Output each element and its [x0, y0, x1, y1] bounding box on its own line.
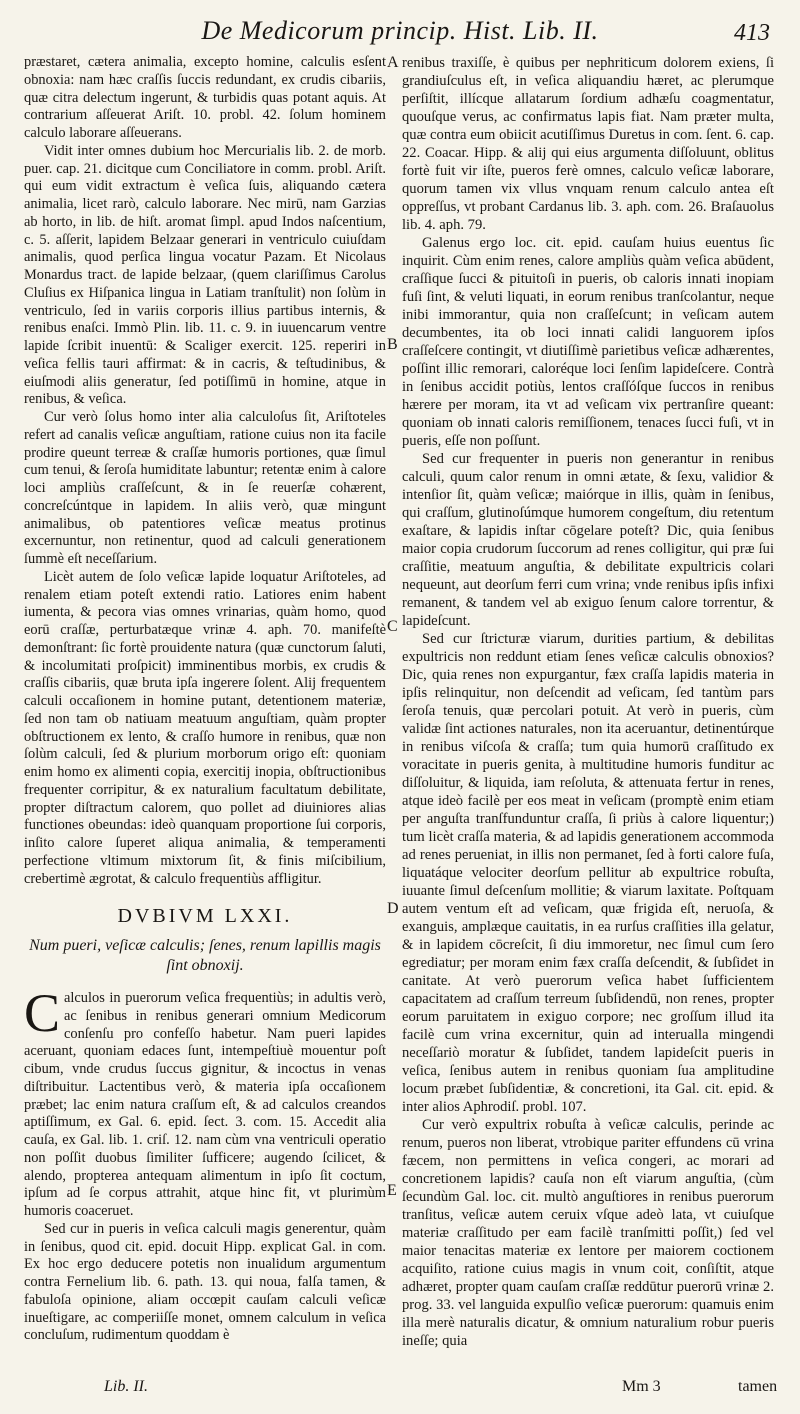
signature-mark: Mm 3 [622, 1378, 661, 1395]
running-title: De Medicorum princip. Hist. Lib. II. [201, 16, 599, 45]
book-label: Lib. II. [104, 1378, 148, 1395]
paragraph: Galenus ergo loc. cit. epid. cauſam huius euentus ſic inquirit. Cùm enim renes, calore ampliùs quàm veſica abūdent, craſſique ſucci & pituitoſi in pueris, ob caloris innati inopiam fuſi ſint, & veluti liquati, in eorum renibus tranſcolantur, neque inibi immorantur, quia non craſſeſcunt; in veſicam autem decumbentes, ita ob loci innati calidi languorem ipſos craſſeſcere contingit, vt diutiſſimè parietibus veſicæ adhærentes, poſſint illic remorari, caloréque loci ſenſim lapideſcere. Contrà in ſenibus accidit potiùs, lentos craſſóſque ſuccos in renibus hærere per moram, ita vt ad veſicam vix pertranſire queant: quoniam ob innati caloris remiſſionem, tenaces ſucci fuſi, vt in pueris, eſſe non poſſunt. [402, 235, 774, 449]
margin-letter: D [387, 900, 399, 917]
left-column [24, 54, 386, 1345]
margin-letter: C [387, 618, 398, 635]
paragraph: Sed cur in pueris in veſica calculi magis generentur, quàm in ſenibus, quod cit. epid. docuit Hipp. explicat Gal. in com. Ex hoc ergo deducere potetis non inualidum argumentum contra Fernelium lib. 6. path. 13. qui noua, falſa tamen, & fabuloſa opinione, aliam occœpit cauſam calculi veſicæ inueſtigare, ac comperiiſſe monet, omnem calculum in veſica concluſum, rudimentum quoddam è [24, 1220, 386, 1344]
drop-cap: C [24, 983, 61, 1043]
paragraph: Sed cur ſtricturæ viarum, durities partium, & debilitas expultricis non reddunt etiam ſenes veſicæ calculis obnoxios? Dic, quia renes non expurgantur, fæx craſſa lapidis materia in ipſis relinquitur, non deſcendit ad veſicam, ſed tantùm pars ſeroſa tenuis, quæ percolari potuit. At verò in pueris, cùm validæ ſint actiones naturales, non ita aceruantur, detinentúrque in renibus viſcoſa & craſſa; tum quia humorū craſſitudo ex voracitate in pueris genita, à multitudine humoris funditur ac diſſoluitur, & liquida, iam reſoluta, & attenuata fertur in renes, atque ideò facilè per eos meat in veſicam (promptè enim etiam per anguſta tranſfunduntur craſſa, ſi priùs à calore liquentur;) tum licèt craſſa materia, & ad lapidis generationem accommoda ad renes perueniat, in illis non permanet, ſed à forti calore fuſa, liquatáque velociter deorſum pellitur ab expultrice robuſta, iuuante ſimul deſcenſum mollitie; & viarum laxitate. Poſtquam autem ventum eſt ad veſicam, quæ frigida eſt, neruoſa, & exanguis, amplæque cauitatis, in ea rurſus craſſities illa gelatur, & in lapidem cōcreſcit, ſi diu immoretur, nec ſimul cum ſero egrediatur; per moram enim fæx craſſa deſcendit, & ſubſidet in canitate. At verò puerorum veſica habet ſufficientem capacitatem ad craſſum terreum ſubſidendū, non renes, propter eorum paruitatem in exiguo corpore; nec groſſum illud ita facilè cum vrina excernitur, quin ad interualla mingendi neceſſariò moratur & ſubſidet, tandem lapideſcit pueris in veſica, ſenibus autem in renibus quoniam ſua amplitudine locum præbet ſubſidentiæ, & concretioni, ita Gal. cit. epid. & inter alios Aphrodiſ. probl. 107. [402, 631, 774, 1115]
paragraph: Cur verò expultrix robuſta à veſicæ calculis, perinde ac renum, pueros non liberat, vtrobique pariter effundens cū vrina fæcem, non permittens in veſica congeri, ac morari ad concretionem lapidis? cauſa non eſt viarum anguſtia, (cùm ſecundùm Gal. loc. cit. multò anguſtiores in renibus puerorum tranſitus, veſicæ autem ceruix vſque adeò lata, vt cuiuſque materiæ craſſitudo per eam facilè tranſmitti poſſit,) ſed vel maior tenacitas materiæ ex lentore per maiorem coctionem acquiſito, ratione cuius magis in vnum coit, conſiſtit, atque adhæret, propter quam cauſam craſſæ reddūtur puerorū vrinæ 2. prog. 33. vel languida expulſio veſicæ puerorum: quamuis enim illa merè naturalis dicatur, & omnium naturalium robur pueris ineſſe; quia [402, 1117, 774, 1349]
catchword: tamen [738, 1378, 778, 1395]
paragraph: renibus traxiſſe, è quibus per nephriticum dolorem exiens, ſi grandiuſculus eſt, in veſica aliquandiu hæret, ac plerumque perſiſtit, illícque allatarum ſordium adhæſu coagmentatur, quouſque verus, ac confirmatus lapis fiat. Nam præter multa, quæ contra eum obiicit acutiſſimus Duretus in com. ſent. 6. cap. 22. Coacar. Hipp. & alij qui eius argumenta diſſoluunt, oblitus fortè fuit vir iſte, pueros ferè omnes, calculo veſicæ laborare, quorum tamen vix vllus vnquam renum calculo antea eſt oppreſſus, vt probant Cardanus lib. 3. aph. com. 26. Braſauolus lib. 4. aph. 79. [402, 55, 774, 233]
page-footer [0, 1376, 800, 1410]
question-title: Num pueri, veſicæ calculis; ſenes, renum lapillis magis ſint obnoxij. [29, 937, 381, 974]
section-heading: DVBIVM LXXI. [117, 905, 293, 928]
paragraph-text: alculos in puerorum veſica frequentiùs; in adultis verò, ac ſenibus in renibus generari omnium Medicorum conſenſu pro confeſſo habetur. Nam pueri lapides aceruant, quoniam edaces ſunt, intempeſtiuè mouentur poſt cibum, vnde crudus ſuccus gignitur, & incoctus in venas diſtribuitur. Lactentibus verò, & materia ipſa occaſionem præbet; lac enim natura craſſum eſt, & ad calculos creandos aptiſſimum, ex Gal. 6. epid. ſect. 3. com. 15. Accedit alia cauſa, ex Gal. lib. 1. criſ. 12. nam cùm vna ventriculi operatio non poſſit duobus ſimiliter ſufficere; augendo ſcilicet, & alendo, propterea antequam alimentum in ipſo ſit coctum, ipſum ad ſe corpus attrahit, atque hinc fit, vt plurimùm humoris coaceruet. [24, 990, 386, 1219]
paragraph [24, 983, 386, 1221]
page-number: 413 [734, 20, 770, 46]
margin-letter: E [387, 1182, 397, 1199]
right-column [402, 54, 774, 1350]
paragraph: Vidit inter omnes dubium hoc Mercurialis lib. 2. de morb. puer. cap. 21. dicitque cum Conciliatore in comm. probl. Ariſt. qui eum vidit extractum è veſica ſuis, aliquando cætera animalia, licet rarò, calculo laborare. Nec mirū, nam Garzias ab horto, in lib. de hiſt. aromat ſimpl. apud Indos naſcentium, c. 5. aſſerit, lapidem Belzaar generari in ventriculo cuiuſdam animalis, quod perſica lingua vocatur Pazam. Et Nicolaus Monardus tract. de lapide belzaar, (quem clariſſimus Carolus Cluſius ex Hiſpanica lingua in Latiam tranſtulit) non ſolùm in ventriculo, ſed in variis corporis illius partibus internis, & renibus enaſci. Immò Plin. lib. 11. c. 9. in iuuencarum ventre lapide ſcribit inuentū: & Scaliger exercit. 125. reperiri in veſica fellis tauri affirmat: & in cacris, & teſtudinibus, & eiuſmodi aliis generatur, ſed potiſſimū in homine, atque in renibus, & veſica. [24, 142, 386, 408]
page-header [0, 14, 800, 54]
paragraph: Cur verò ſolus homo inter alia calculoſus ſit, Ariſtoteles refert ad canalis veſicæ anguſtiam, ratione cuius non ita facile prodire queunt terreæ & craſſæ humoris portiones, quæ ſimul cum tenui, & ſeroſa humiditate labuntur; retentæ enim à calore loci ampliùs craſſeſcunt, & in ſe reuerſæ cohærent, concreſcúntque in lapidem. In aliis verò, quæ mingunt animalibus, ob patentiores veſicæ meatus protinus excernuntur, non retinentur, quod ad calculi generationem ſummè eſt neceſſarium. [24, 409, 386, 567]
paragraph: Sed cur frequenter in pueris non generantur in renibus calculi, quum calor renum in omni ætate, & ſexu, validior & intenſior ſit, quàm veſicæ; maiórque in illis, quàm in ſenibus, qui craſſum, glutinoſúmque humorem congeſtum, diu retentum exaſtare, & lapidis inſtar cōgelare poteſt? Dic, quia ſenibus maior copia crudorum ſuccorum ad renes colligitur, qui præ ſui craſſitie, meatuum anguſtia, & debilitate expultricis colari nequeunt, aut deorſum ferri cum vrina; vnde renibus ipſis infixi remanent, & tandem vel ab exiguo ſenum calore torrentur, & lapideſcunt. [402, 451, 774, 629]
margin-letter: A [387, 54, 399, 71]
margin-letter: B [387, 336, 398, 353]
paragraph: Licèt autem de ſolo veſicæ lapide loquatur Ariſtoteles, ad renalem etiam poteſt extendi ratio. Latiores enim habent iumenta, & pecora vias omnes vrinarias, quàm homo, quod eorū craſſæ, perturbatæque vrinæ 4. aph. 70. manifeſtè demonſtrant: ſic fortè prouidente natura (quæ cunctorum ſaluti, & incolumitati proſpicit) imminentibus morbis, ex crudis & craſſis cibariis, quæ bruta ipſa ingerere ſolent. Alij frequentem calculi occaſionem in homine putant, detentionem materiæ, ſed non tam ob natiuam meatuum anguſtiam, quàm propter obſtructionem ex lento, & craſſo humore in renibus, quæ non ſolùm calculi, ſed & plurium morborum origo eſt: quoniam enim homo ex alimenti copia, exercitij inopia, obſtructionibus frequenter corripitur, & ex naturalium facultatum debilitate, propter diſtractum calorem, quo pollet ad diuiniores alias functiones obeundas: ideò quanquam proportione ſui corporis, inſito calore ſuperet aliqua animalia, & temperamenti perfectione vltimum mixtorum ſit, & finis miſcibilium, crebertimè ægrotat, & calculo frequentiùs affligitur. [24, 568, 386, 887]
paragraph: præstaret, cætera animalia, excepto homine, calculis esſent obnoxia: nam hæc craſſis ſuccis redundant, ex crudis cibariis, quæ citra delectum ingerunt, & turbidis quas potant aquis. At contrarium aſſeuerat Ariſt. 10. probl. 42. ſolum hominem calculo laborare aſſeuerans. [24, 54, 386, 141]
